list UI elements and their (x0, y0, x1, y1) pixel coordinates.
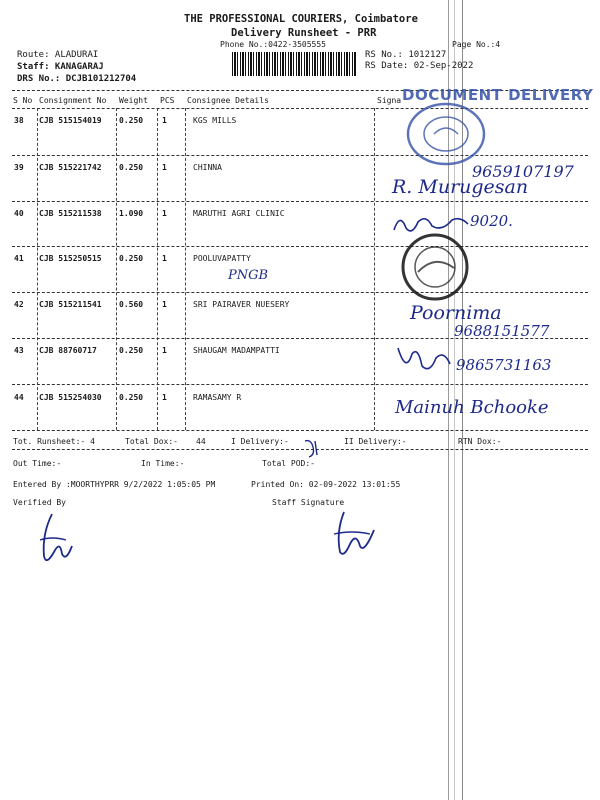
runsheet-subtitle: Delivery Runsheet - PRR (231, 27, 377, 39)
row-rule (12, 384, 588, 385)
col-separator (374, 108, 375, 430)
handwritten-signature: Mainuh Bchooke (395, 397, 549, 418)
total-dox-label: Total Dox:- (125, 437, 178, 446)
route-label: Route: ALADURAI (17, 50, 99, 60)
row-weight: 0.250 (119, 254, 144, 263)
staff-signature-label: Staff Signature (272, 498, 345, 507)
col-separator (116, 108, 117, 430)
table-bottom-rule (12, 430, 588, 431)
handwritten-name: Poornima (410, 302, 502, 324)
row-consignment: CJB 515221742 (39, 163, 102, 172)
handwritten-signature (303, 437, 323, 459)
drs-number: DRS No.: DCJB101212704 (17, 74, 137, 84)
col-header-consignee: Consignee Details (187, 96, 269, 105)
col-header-signature: Signa (377, 96, 402, 105)
round-seal-stamp (400, 232, 470, 302)
barcode (232, 52, 356, 76)
row-consignment: CJB 515211538 (39, 209, 102, 218)
row-rule (12, 292, 588, 293)
row-consignee: SHAUGAM MADAMPATTI (193, 346, 280, 355)
row-pcs: 1 (162, 254, 167, 263)
ii-delivery-label: II Delivery:- (344, 437, 407, 446)
row-pcs: 1 (162, 300, 167, 309)
row-pcs: 1 (162, 116, 167, 125)
row-sno: 43 (14, 346, 24, 355)
handwritten-phone: 9865731163 (456, 356, 552, 374)
row-consignment: CJB 515154019 (39, 116, 102, 125)
out-time-label: Out Time:- (13, 459, 62, 468)
handwritten-phone: 9659107197 (472, 162, 574, 181)
verified-by-label: Verified By (13, 498, 66, 507)
row-consignment: CJB 515211541 (39, 300, 102, 309)
col-header-sno: S No (13, 96, 33, 105)
rtn-dox-label: RTN Dox:- (458, 437, 502, 446)
col-separator (157, 108, 158, 430)
table-header-rule (12, 108, 588, 109)
row-sno: 44 (14, 393, 24, 402)
entered-by: Entered By :MOORTHYPRR 9/2/2022 1:05:05 PM (13, 480, 216, 489)
rs-date: RS Date: 02-Sep-2022 (365, 61, 474, 71)
i-delivery-label: I Delivery:- (231, 437, 289, 446)
handwritten-note: PNGB (228, 268, 269, 283)
col-separator (37, 108, 38, 430)
col-header-pcs: PCS (160, 96, 175, 105)
row-consignee: CHINNA (193, 163, 222, 172)
page-number: Page No.:4 (452, 40, 501, 49)
total-pod-label: Total POD:- (262, 459, 315, 468)
rs-number: RS No.: 1012127 (365, 50, 447, 60)
row-sno: 40 (14, 209, 24, 218)
col-header-consignment: Consignment No (39, 96, 107, 105)
total-runsheet: Tot. Runsheet:- 4 (13, 437, 95, 446)
verifier-signature (32, 510, 76, 568)
col-separator (185, 108, 186, 430)
row-weight: 0.560 (119, 300, 144, 309)
staff-label: Staff: KANAGARAJ (17, 62, 104, 72)
row-consignee: SRI PAIRAVER NUESERY (193, 300, 290, 309)
row-consignee: KGS MILLS (193, 116, 237, 125)
row-sno: 41 (14, 254, 24, 263)
row-weight: 0.250 (119, 346, 144, 355)
total-dox-value: 44 (196, 437, 206, 446)
row-weight: 1.090 (119, 209, 144, 218)
courier-seal-stamp (404, 100, 488, 168)
handwritten-signature (392, 344, 454, 378)
printed-on: Printed On: 02-09-2022 13:01:55 (251, 480, 401, 489)
handwritten-phone: 9020. (470, 212, 513, 230)
document-delivery-stamp: DOCUMENT DELIVERY (402, 86, 594, 104)
row-sno: 42 (14, 300, 24, 309)
row-pcs: 1 (162, 209, 167, 218)
staff-signature (330, 508, 384, 558)
row-pcs: 1 (162, 346, 167, 355)
handwritten-phone: 9688151577 (454, 322, 550, 340)
totals-rule (12, 449, 588, 450)
company-title: THE PROFESSIONAL COURIERS, Coimbatore (184, 13, 418, 25)
row-weight: 0.250 (119, 163, 144, 172)
row-consignee: POOLUVAPATTY (193, 254, 251, 263)
in-time-label: In Time:- (141, 459, 185, 468)
col-header-weight: Weight (119, 96, 148, 105)
row-consignment: CJB 88760717 (39, 346, 97, 355)
row-pcs: 1 (162, 393, 167, 402)
row-consignment: CJB 515250515 (39, 254, 102, 263)
phone-number: Phone No.:0422-3505555 (220, 40, 326, 49)
row-consignee: MARUTHI AGRI CLINIC (193, 209, 285, 218)
row-weight: 0.250 (119, 116, 144, 125)
row-sno: 39 (14, 163, 24, 172)
handwritten-signature (392, 208, 472, 238)
row-rule (12, 246, 588, 247)
row-rule (12, 155, 588, 156)
handwritten-name: R. Murugesan (392, 176, 529, 198)
row-sno: 38 (14, 116, 24, 125)
row-consignment: CJB 515254030 (39, 393, 102, 402)
row-rule (12, 201, 588, 202)
row-weight: 0.250 (119, 393, 144, 402)
row-pcs: 1 (162, 163, 167, 172)
row-consignee: RAMASAMY R (193, 393, 242, 402)
